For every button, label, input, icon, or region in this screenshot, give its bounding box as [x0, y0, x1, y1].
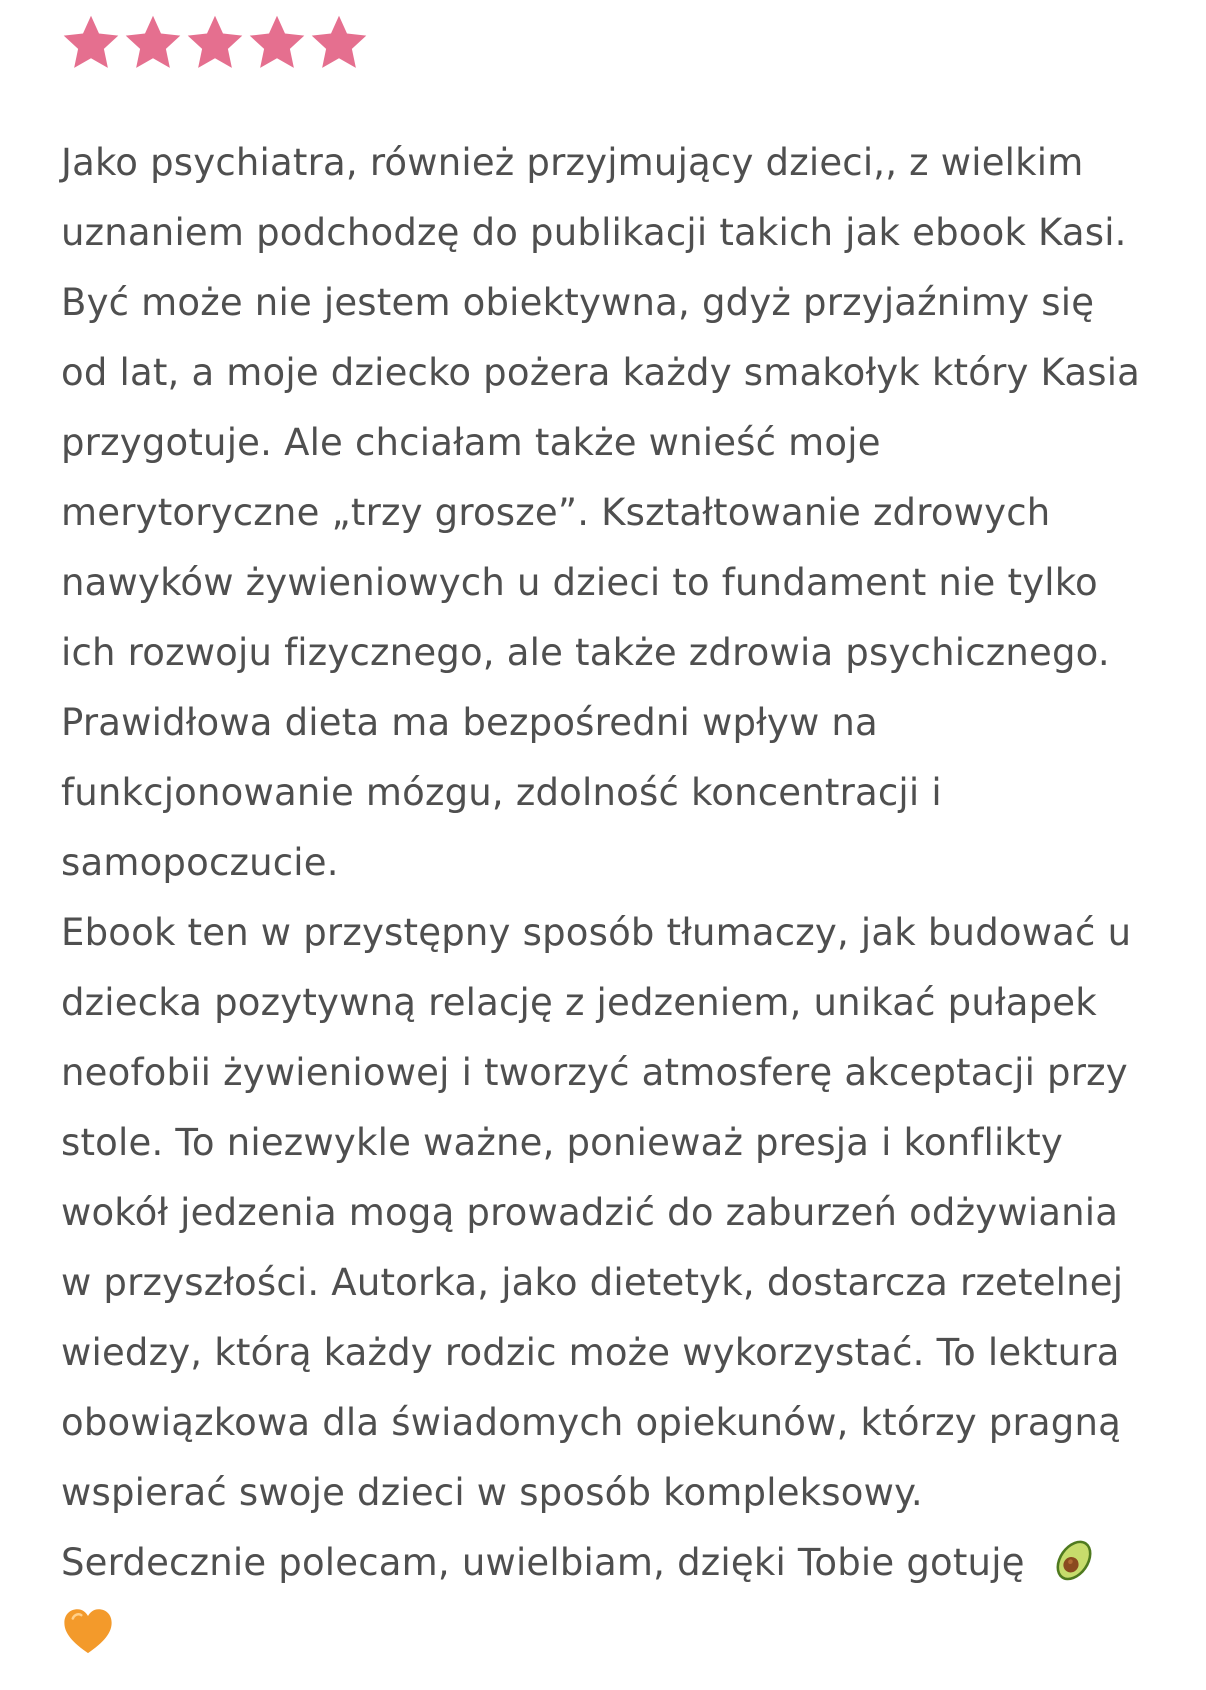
- review-line: przygotuje. Ale chciałam także wnieść moje: [61, 421, 881, 464]
- review-line: uznaniem podchodzę do publikacji takich jak ebook Kasi.: [61, 211, 1127, 254]
- star-icon: [246, 12, 308, 74]
- review-line: wokół jedzenia mogą prowadzić do zaburzeń odżywiania: [61, 1191, 1119, 1234]
- review-line: nawyków żywieniowych u dzieci to fundament nie tylko: [61, 561, 1098, 604]
- review-line: Ebook ten w przystępny sposób tłumaczy, jak budować u: [61, 911, 1132, 954]
- review-line: ich rozwoju fizycznego, ale także zdrowia psychicznego.: [61, 631, 1110, 674]
- review-line: samopoczucie.: [61, 841, 339, 884]
- star-icon: [184, 12, 246, 74]
- review-line: stole. To niezwykle ważne, ponieważ presja i konflikty: [61, 1121, 1063, 1164]
- review-line: neofobii żywieniowej i tworzyć atmosferę akceptacji przy: [61, 1051, 1128, 1094]
- review-line: od lat, a moje dziecko pożera każdy smakołyk który Kasia: [61, 351, 1141, 394]
- star-icon: [308, 12, 370, 74]
- review-line: wspierać swoje dzieci w sposób kompleksowy.: [61, 1471, 923, 1514]
- review-line: Być może nie jestem obiektywna, gdyż przyjaźnimy się: [61, 281, 1095, 324]
- review-closing-text: Serdecznie polecam, uwielbiam, dzięki Tobie gotuję: [61, 1541, 1025, 1584]
- review-line: Jako psychiatra, również przyjmujący dzieci,, z wielkim: [61, 141, 1084, 184]
- star-rating: [60, 12, 370, 74]
- orange-heart-icon: [61, 1605, 115, 1659]
- review-line-last: [61, 1528, 1171, 1598]
- review-line: w przyszłości. Autorka, jako dietetyk, dostarcza rzetelnej: [61, 1261, 1124, 1304]
- review-line: wiedzy, którą każdy rodzic może wykorzystać. To lektura: [61, 1331, 1120, 1374]
- review-text: [61, 128, 1171, 1668]
- review-line: merytoryczne „trzy grosze”. Kształtowanie zdrowych: [61, 491, 1051, 534]
- avocado-icon: [1047, 1531, 1103, 1587]
- review-line-emoji: [61, 1598, 1171, 1668]
- star-icon: [122, 12, 184, 74]
- review-line: dziecka pozytywną relację z jedzeniem, unikać pułapek: [61, 981, 1097, 1024]
- star-icon: [60, 12, 122, 74]
- review-line: obowiązkowa dla świadomych opiekunów, którzy pragną: [61, 1401, 1121, 1444]
- review-line: funkcjonowanie mózgu, zdolność koncentracji i: [61, 771, 942, 814]
- review-line: Prawidłowa dieta ma bezpośredni wpływ na: [61, 701, 878, 744]
